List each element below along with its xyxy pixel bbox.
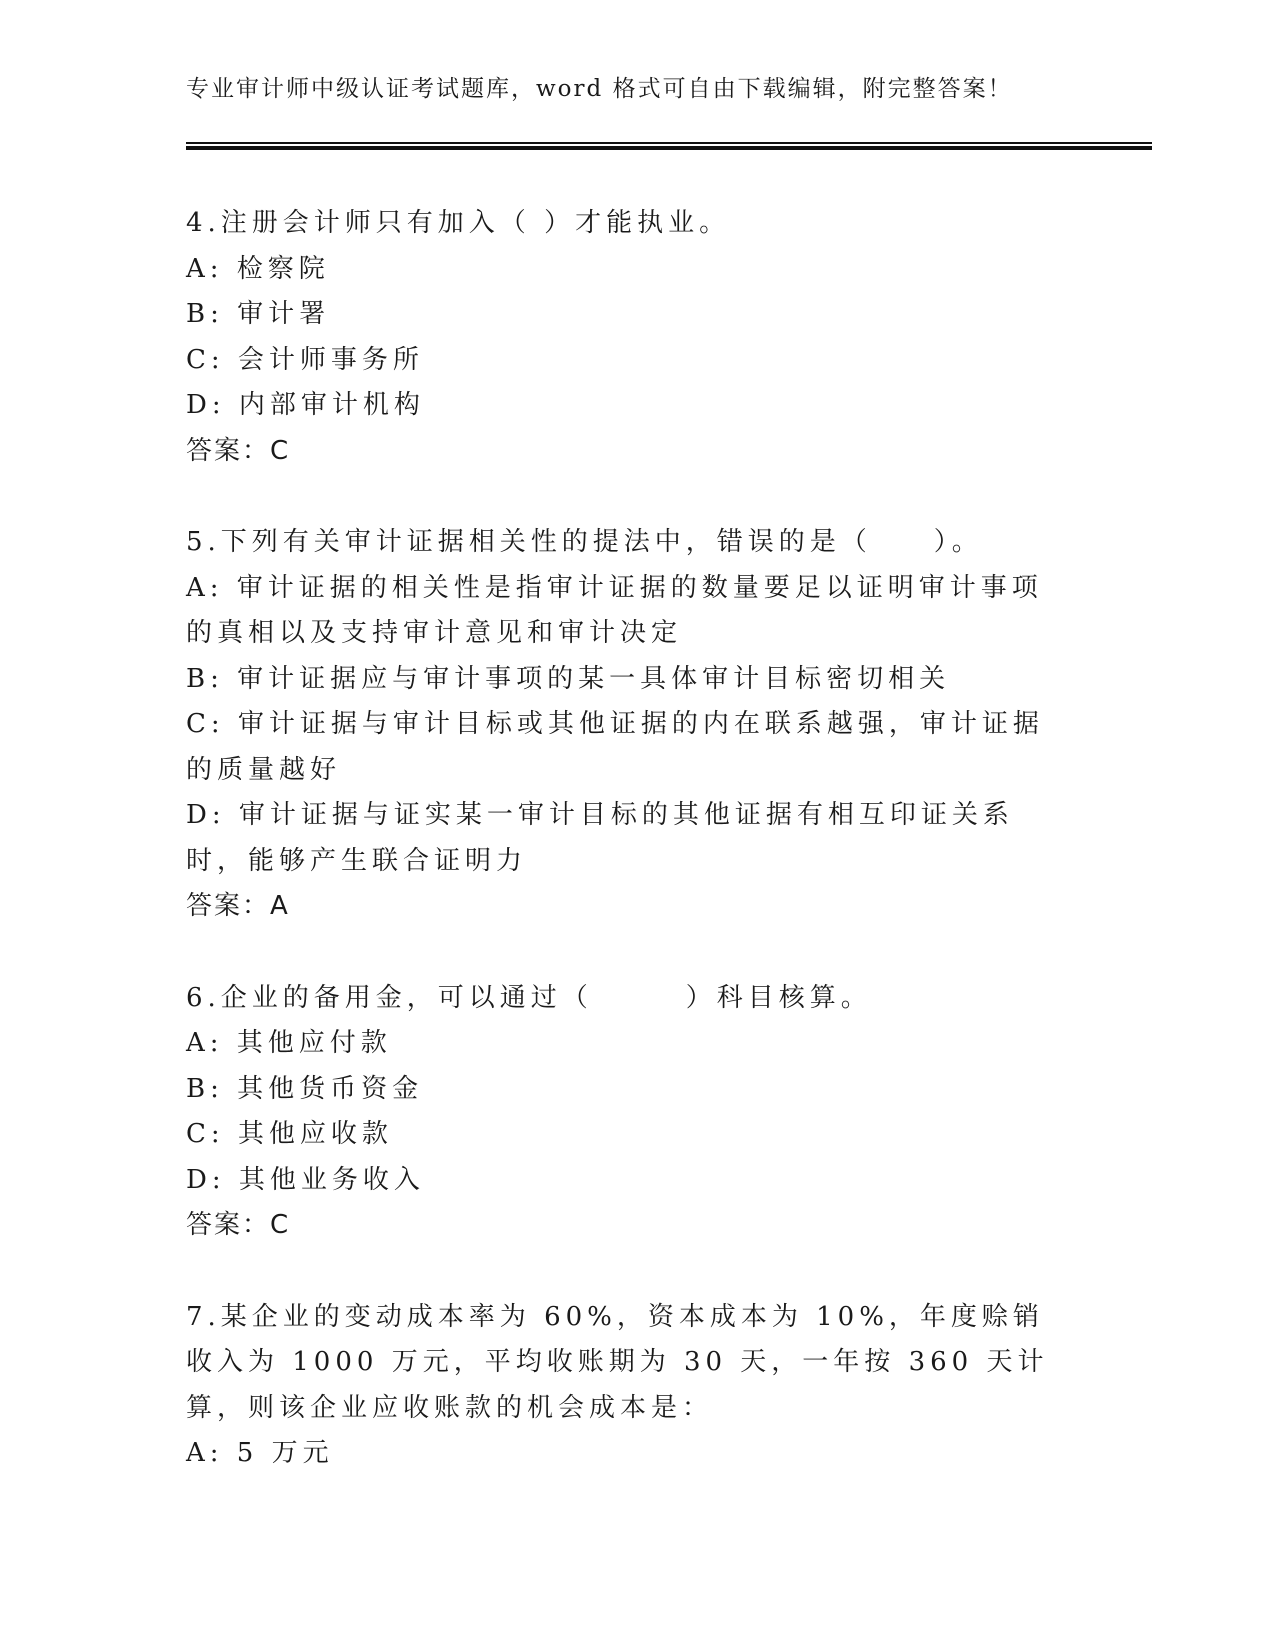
option-d: D: 审计证据与证实某一审计目标的其他证据有相互印证关系时，能够产生联合证明力 [186,800,1014,876]
answer-line: 答案：C [186,435,291,466]
option-c: C: 会计师事务所 [186,344,424,375]
question-6 [186,976,1086,1249]
question-5 [186,520,1086,930]
option-b: B: 审计证据应与审计事项的某一具体审计目标密切相关 [186,663,951,694]
question-list [186,201,1086,1523]
question-stem: 7.某企业的变动成本率为 60%，资本成本为 10%，年度赊销收入为 1000 万元，平均收账期为 30 天，一年按 360 天计算，则该企业应收账款的机会成本是： [186,1301,1049,1423]
question-7 [186,1295,1086,1477]
header-divider-thin [186,142,1152,144]
header-divider-thick [186,146,1152,150]
option-a: A: 审计证据的相关性是指审计证据的数量要足以证明审计事项的真相以及支持审计意见和审计决定 [186,572,1043,648]
option-c: C: 其他应收款 [186,1119,393,1149]
option-a: A: 其他应付款 [186,1028,392,1058]
question-4 [186,201,1086,474]
option-a: A: 5 万元 [186,1438,334,1468]
answer-line: 答案：A [186,891,290,921]
option-c: C: 审计证据与审计目标或其他证据的内在联系越强，审计证据的质量越好 [186,709,1044,785]
page-header-title: 专业审计师中级认证考试题库，word 格式可自由下载编辑，附完整答案！ [186,76,1013,102]
answer-line: 答案：C [186,1210,291,1240]
option-d: D: 内部审计机构 [186,390,425,420]
option-a: A: 检察院 [186,253,330,284]
question-stem: 5.下列有关审计证据相关性的提法中，错误的是（ ）。 [186,527,983,557]
question-stem: 4.注册会计师只有加入（ ）才能执业。 [186,208,731,238]
option-b: B: 其他货币资金 [186,1073,424,1104]
option-d: D: 其他业务收入 [186,1164,425,1195]
option-b: B: 审计署 [186,299,331,329]
question-stem: 6.企业的备用金，可以通过（ ）科目核算。 [186,982,872,1013]
